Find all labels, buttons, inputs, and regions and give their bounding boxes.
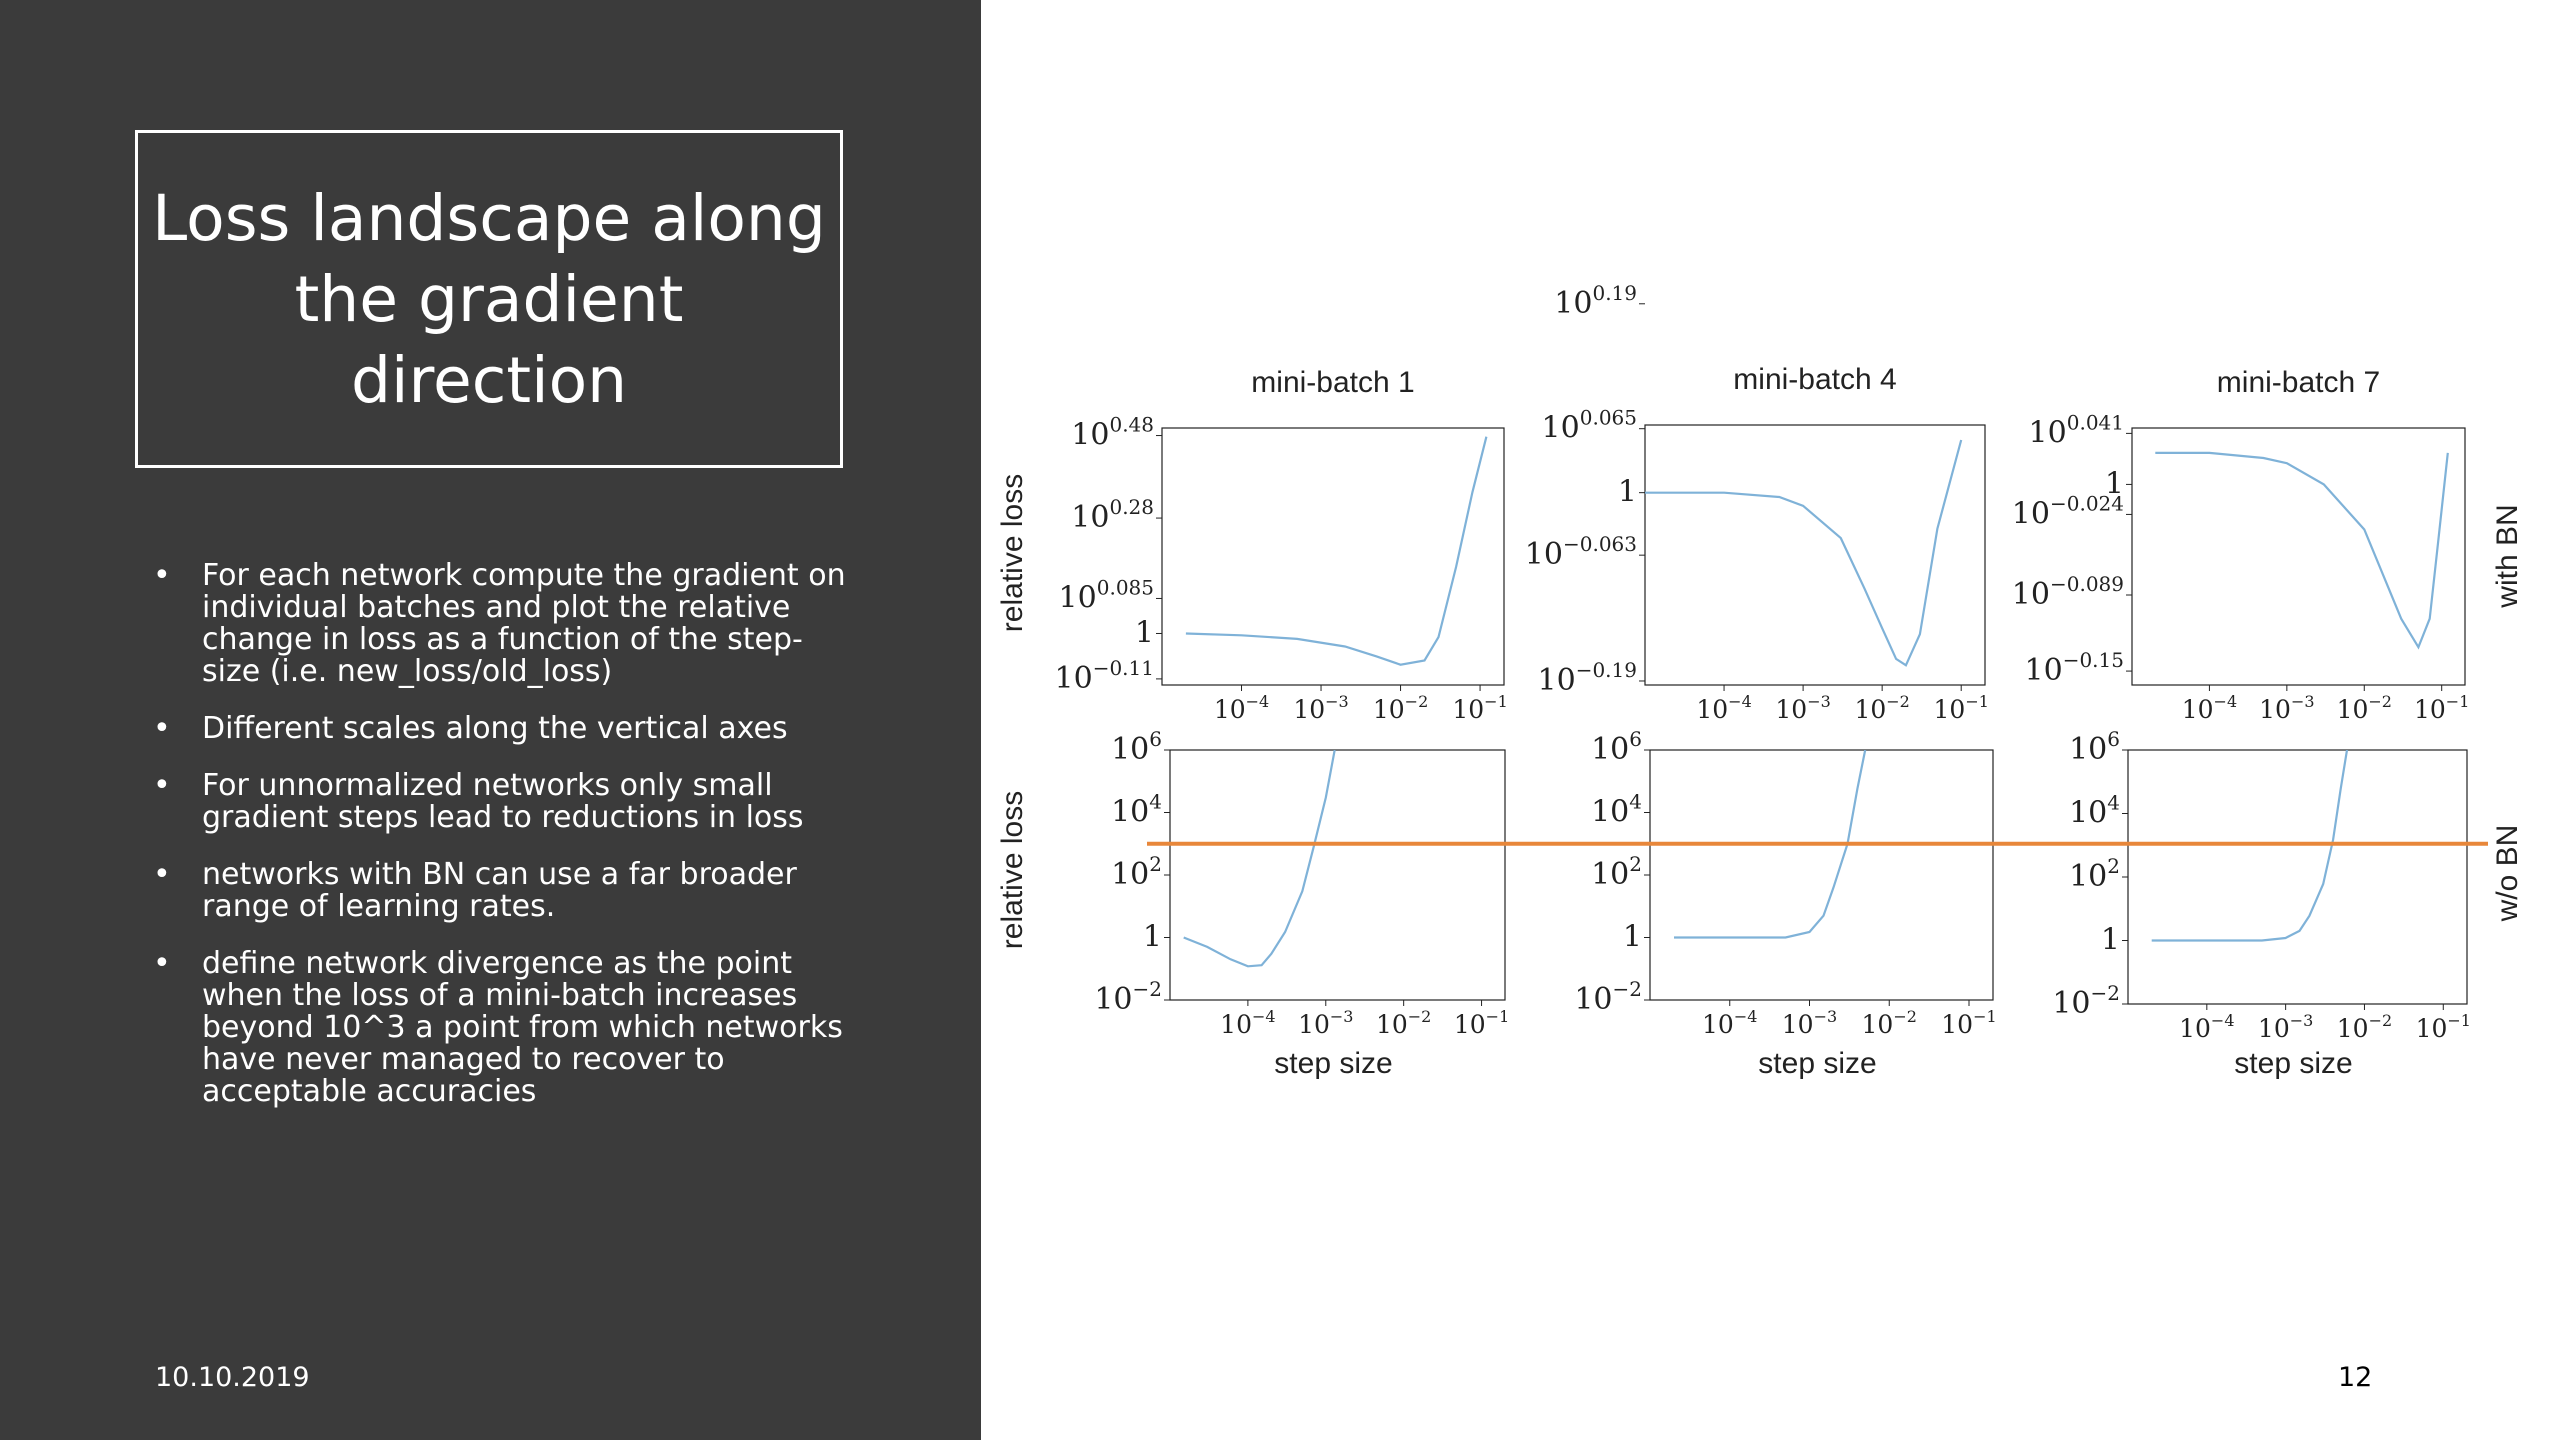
x-tick-label: $10^{-1}$	[1453, 1007, 1510, 1039]
y-tick-label: $10^{-0.11}$	[1054, 655, 1154, 696]
chart-panel	[2052, 727, 2471, 1080]
bullet-item: • For each network compute the gradient on individual batches and plot the relative change in loss as a function of the step-size (i.e. new_loss/old_loss)	[150, 560, 850, 688]
y-tick-label: $10^2$	[2069, 854, 2120, 894]
series-line	[1186, 437, 1487, 665]
panel-title: mini-batch 1	[1251, 366, 1415, 399]
x-tick-label: $10^{-3}$	[1781, 1007, 1838, 1039]
chart-panel	[1055, 366, 1508, 724]
x-tick-label: $10^{-4}$	[2181, 692, 2238, 724]
x-tick-label: $10^{-2}$	[2336, 692, 2392, 724]
chart-panel	[2012, 366, 2470, 724]
x-tick-label: $10^{-3}$	[1775, 692, 1831, 724]
y-tick-label: $10^{-0.15}$	[2024, 648, 2124, 689]
y-axis-label: relative loss	[996, 473, 1029, 633]
bullet-item: • define network divergence as the point when the loss of a mini-batch increases beyond 10^3 a point from which networks have never managed to recover to acceptable accuracies	[150, 948, 850, 1108]
y-tick-label: $10^6$	[1111, 727, 1162, 767]
y-tick-label: $10^4$	[1591, 789, 1642, 830]
y-axis-label: relative loss	[996, 790, 1029, 950]
x-tick-label: $10^{-2}$	[2336, 1011, 2393, 1043]
series-line	[1184, 750, 1335, 966]
chart-panel	[1525, 281, 1989, 724]
x-axis-label: step size	[1758, 1047, 1877, 1080]
x-tick-label: $10^{-4}$	[1702, 1007, 1758, 1039]
series-line	[1645, 440, 1961, 665]
x-axis-label: step size	[1274, 1047, 1393, 1080]
x-tick-label: $10^{-1}$	[1933, 692, 1989, 724]
axes-frame	[2128, 750, 2467, 1004]
x-tick-label: $10^{-2}$	[1372, 692, 1429, 724]
y-tick-label: 1	[2100, 922, 2120, 958]
x-tick-label: $10^{-4}$	[1220, 1007, 1276, 1039]
x-tick-label: $10^{-2}$	[1854, 692, 1910, 724]
y-tick-label: $10^{0.48}$	[1071, 412, 1154, 453]
y-tick-label: 1	[1134, 615, 1154, 651]
y-tick-label: $10^{0.041}$	[2028, 410, 2124, 451]
y-tick-label: $10^4$	[2069, 790, 2120, 831]
x-tick-label: $10^{-3}$	[2257, 1011, 2314, 1043]
axes-frame	[1170, 750, 1505, 1000]
panel-title: mini-batch 7	[2216, 366, 2381, 399]
y-tick-label: $10^{0.065}$	[1541, 405, 1637, 446]
slide-date: 10.10.2019	[155, 1362, 310, 1393]
x-tick-label: $10^{-4}$	[2179, 1011, 2235, 1043]
y-tick-label: $10^6$	[2069, 727, 2120, 767]
y-tick-label: $10^{-0.089}$	[2011, 571, 2124, 612]
x-tick-label: $10^{-1}$	[1941, 1007, 1997, 1039]
x-tick-label: $10^{-4}$	[1696, 692, 1752, 724]
x-tick-label: $10^{-1}$	[1452, 692, 1508, 724]
series-line	[2155, 453, 2448, 647]
slide-title: Loss landscape along the gradient direction	[152, 181, 826, 417]
x-tick-label: $10^{-3}$	[2259, 692, 2315, 724]
x-tick-label: $10^{-1}$	[2413, 692, 2470, 724]
page-number: 12	[2338, 1362, 2373, 1393]
bullet-item: • networks with BN can use a far broader range of learning rates.	[150, 859, 850, 923]
row-label: with BN	[2491, 504, 2524, 608]
y-tick-label: $10^{-0.063}$	[1524, 532, 1637, 573]
x-tick-label: $10^{-2}$	[1375, 1007, 1432, 1039]
y-tick-label: $10^2$	[1111, 852, 1162, 892]
y-tick-label: 1	[1142, 919, 1162, 955]
row-label: w/o BN	[2491, 824, 2524, 922]
x-tick-label: $10^{-3}$	[1298, 1007, 1354, 1039]
bullet-item: • For unnormalized networks only small gradient steps lead to reductions in loss	[150, 770, 850, 834]
panel-title: mini-batch 4	[1733, 363, 1897, 396]
y-tick-label: $10^{0.19}$	[1554, 280, 1637, 321]
y-tick-label: $10^{-0.19}$	[1537, 657, 1637, 698]
x-tick-label: $10^{-2}$	[1861, 1007, 1917, 1039]
axes-frame	[1162, 428, 1504, 685]
chart-panel	[1094, 727, 1509, 1080]
y-tick-label: $10^{-2}$	[2052, 981, 2120, 1021]
chart-panel	[1574, 727, 1996, 1080]
x-tick-label: $10^{-3}$	[1293, 692, 1349, 724]
y-tick-label: $10^2$	[1591, 852, 1642, 892]
x-axis-label: step size	[2234, 1047, 2353, 1080]
y-tick-label: 1	[1617, 474, 1637, 510]
y-tick-label: $10^4$	[1111, 789, 1162, 830]
bullet-item: • Different scales along the vertical axes	[150, 713, 850, 745]
y-tick-label: 1	[1622, 919, 1642, 955]
y-tick-label: $10^{-0.024}$	[2011, 491, 2124, 532]
axes-frame	[2132, 428, 2465, 685]
x-tick-label: $10^{-4}$	[1213, 692, 1270, 724]
y-tick-label: $10^{0.085}$	[1058, 575, 1154, 616]
y-tick-label: $10^{0.28}$	[1071, 495, 1154, 536]
y-tick-label: 1	[2104, 466, 2124, 502]
y-tick-label: $10^{-2}$	[1094, 977, 1162, 1017]
y-tick-label: $10^{-2}$	[1574, 977, 1642, 1017]
y-tick-label: $10^6$	[1591, 727, 1642, 767]
axes-frame	[1650, 750, 1993, 1000]
x-tick-label: $10^{-1}$	[2415, 1011, 2471, 1043]
